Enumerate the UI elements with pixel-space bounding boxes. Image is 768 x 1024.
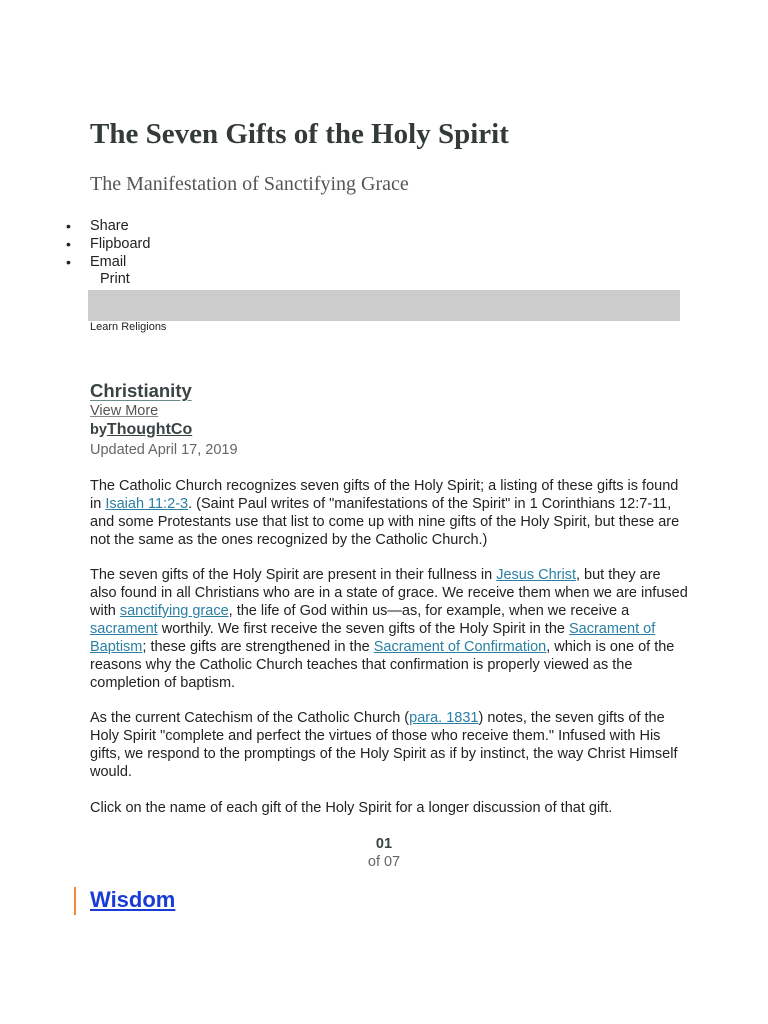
body-paragraph-3: [90, 709, 690, 781]
jesus-christ-link[interactable]: Jesus Christ: [496, 567, 576, 583]
paragraph-text: The seven gifts of the Holy Spirit are present in their fullness in: [90, 567, 497, 583]
view-more-link[interactable]: View More: [90, 403, 159, 419]
body-paragraph-2: [90, 566, 690, 692]
paragraph-text: , but they are also found in all Christians who are in a state of grace. We receive them when we are infused with: [90, 567, 688, 619]
share-list: [66, 217, 151, 272]
bullet-icon: •: [66, 254, 71, 271]
list-counter-current: 01: [375, 836, 393, 852]
paragraph-text: ) notes, the seven gifts of the Holy Spirit "complete and perfect the virtues of those who receive them." Infused with His gifts, we respond to the promptings of the Holy Spirit as if by instinct, the way Christ Himself would.: [90, 710, 678, 780]
share-item-label[interactable]: Share: [90, 218, 129, 234]
section-accent-bar: [74, 887, 76, 915]
paragraph-text: As the current Catechism of the Catholic Church (: [90, 710, 410, 726]
paragraph-text: , the life of God within us—as, for example, when we receive a: [228, 603, 630, 619]
sanctifying-grace-link[interactable]: sanctifying grace: [119, 603, 229, 619]
paragraph-text: The Catholic Church recognizes seven gifts of the Holy Spirit; a listing of these gifts is found in: [90, 478, 679, 512]
section-heading-wisdom[interactable]: Wisdom: [90, 887, 176, 912]
body-paragraph-4: Click on the name of each gift of the Holy Spirit for a longer discussion of that gift.: [90, 800, 613, 816]
paragraph-text: worthily. We first receive the seven gifts of the Holy Spirit in the: [157, 621, 569, 637]
image-placeholder: [88, 290, 680, 321]
share-item-flipboard[interactable]: [66, 235, 151, 253]
share-item-label[interactable]: Flipboard: [90, 236, 151, 253]
share-item-email[interactable]: [66, 253, 150, 271]
byline-prefix: by: [90, 422, 107, 438]
sacrament-of-confirmation-link[interactable]: Sacrament of Confirmation: [373, 639, 547, 655]
share-item-share[interactable]: [66, 217, 150, 235]
bullet-icon: •: [66, 218, 71, 234]
isaiah-link[interactable]: Isaiah 11:2-3: [105, 496, 189, 512]
list-counter: [334, 835, 434, 871]
author-link[interactable]: ThoughtCo: [106, 421, 193, 438]
sacrament-of-baptism-link[interactable]: Sacrament of Baptism: [90, 621, 656, 655]
paragraph-text: , which is one of the reasons why the Catholic Church teaches that confirmation is properly viewed as the completion of baptism.: [90, 639, 675, 691]
print-link[interactable]: Print: [100, 271, 130, 287]
list-counter-total: of 07: [367, 854, 401, 870]
catechism-para-link[interactable]: para. 1831: [409, 710, 479, 726]
sacrament-link[interactable]: sacrament: [90, 621, 158, 637]
article-title: The Seven Gifts of the Holy Spirit: [90, 118, 509, 150]
paragraph-text: ; these gifts are strengthened in the: [142, 639, 374, 655]
paragraph-text: . (Saint Paul writes of "manifestations of the Spirit" in 1 Corinthians 12:7-11, and some Protestants use that list to come up with nine gifts of the Holy Spirit, but these are not the same as the ones recognized by the Catholic Church.): [90, 496, 680, 548]
byline: [90, 421, 192, 439]
updated-date: Updated April 17, 2019: [90, 442, 238, 458]
article-subtitle: The Manifestation of Sanctifying Grace: [90, 173, 409, 195]
category-link[interactable]: Christianity: [90, 380, 192, 401]
share-item-label[interactable]: Email: [90, 254, 127, 271]
bullet-icon: •: [66, 236, 71, 253]
body-paragraph-1: [90, 477, 690, 549]
image-credit: Learn Religions: [90, 321, 167, 333]
